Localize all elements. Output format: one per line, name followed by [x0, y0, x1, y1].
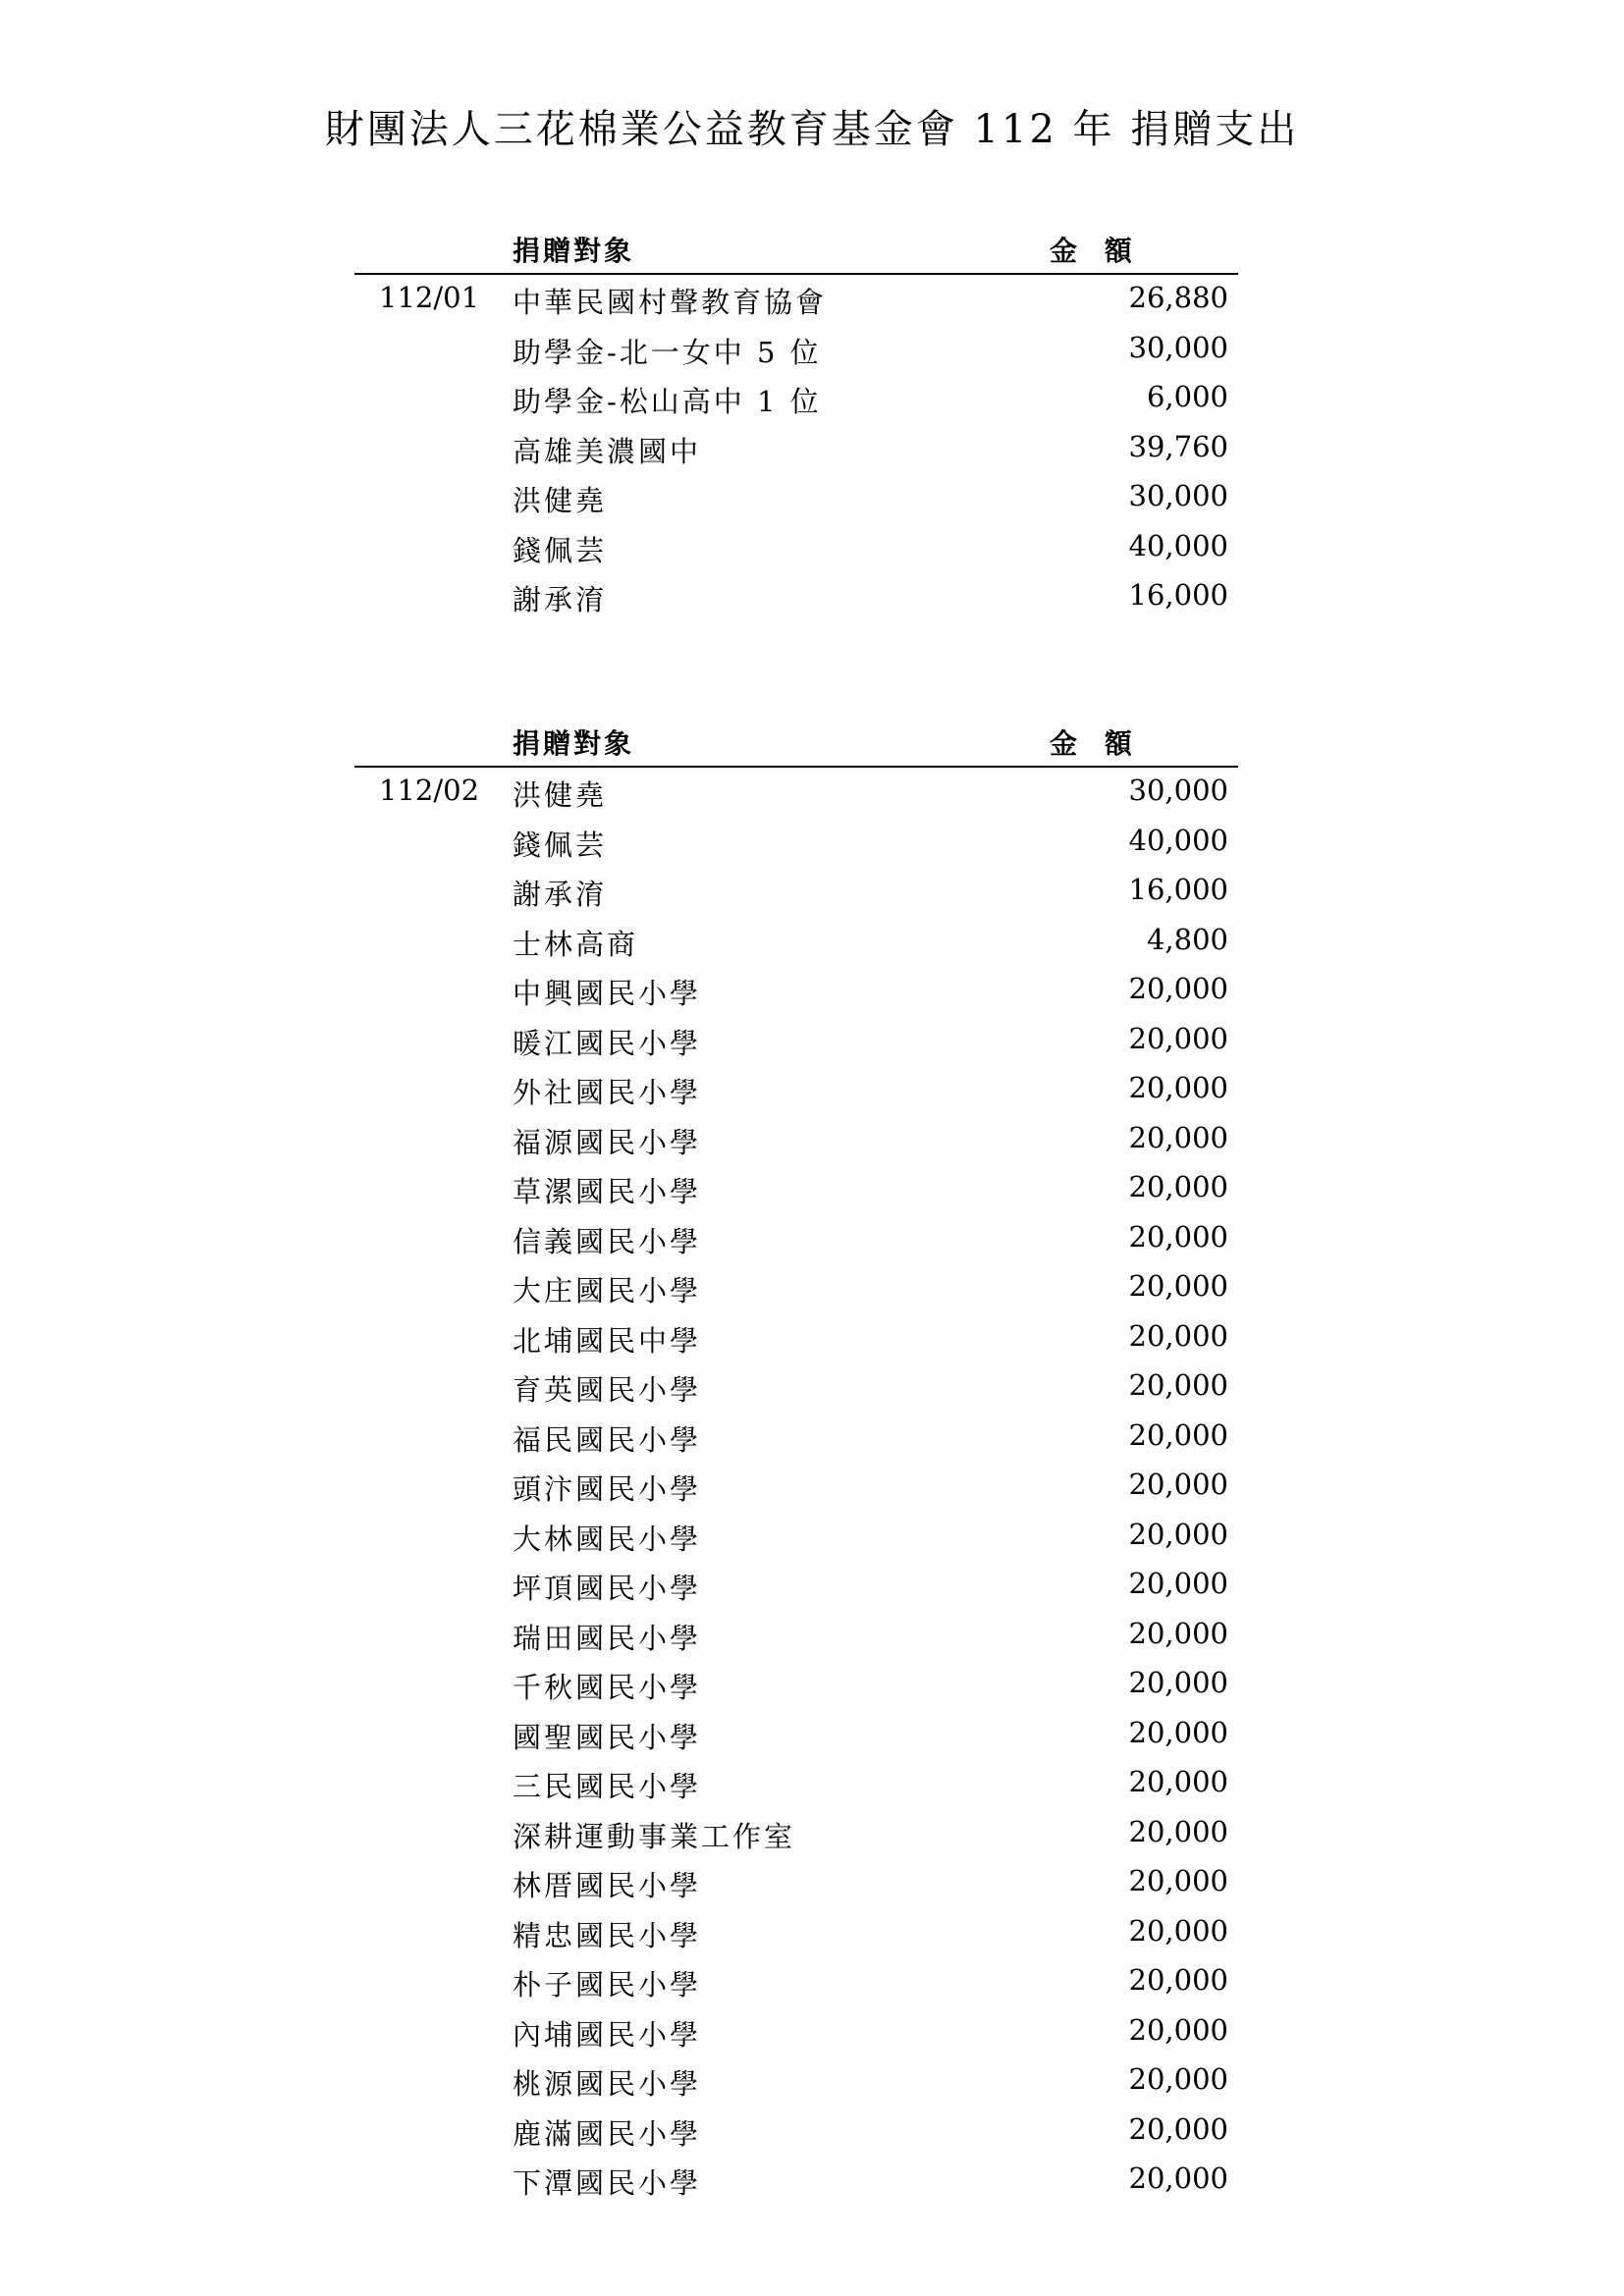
- table-row: [354, 818, 1238, 868]
- table-row: [354, 1561, 1238, 1611]
- section-header: [354, 721, 1238, 768]
- table-row: [354, 1512, 1238, 1562]
- table-row: [354, 1115, 1238, 1165]
- row-amount: 4,800: [1146, 922, 1228, 956]
- page-title: 財團法人三花棉業公益教育基金會 112 年 捐贈支出: [324, 107, 1300, 152]
- recipient-column-header: 捐贈對象: [513, 235, 635, 267]
- table-row: [354, 2007, 1238, 2057]
- row-recipient: 信義國民小學: [513, 1224, 702, 1258]
- row-amount: 20,000: [1128, 1021, 1228, 1055]
- row-amount: 20,000: [1128, 1715, 1228, 1749]
- row-recipient: 高雄美濃國中: [513, 434, 702, 468]
- row-recipient: 林厝國民小學: [513, 1869, 702, 1902]
- table-row: [354, 1710, 1238, 1760]
- row-recipient: 三民國民小學: [513, 1770, 702, 1803]
- row-recipient: 士林高商: [513, 927, 639, 961]
- row-recipient: 外社國民小學: [513, 1076, 702, 1109]
- table-row: [354, 2056, 1238, 2107]
- table-row: [354, 1413, 1238, 1463]
- table-row: [354, 2156, 1238, 2206]
- section-header: [354, 228, 1238, 275]
- row-recipient: 鹿滿國民小學: [513, 2116, 702, 2151]
- row-amount: 20,000: [1128, 1468, 1228, 1501]
- table-row: [354, 1016, 1238, 1066]
- row-amount: 20,000: [1128, 1913, 1228, 1948]
- row-recipient: 謝承淯: [513, 583, 608, 616]
- row-amount: 20,000: [1128, 1765, 1228, 1798]
- table-row: [354, 1214, 1238, 1264]
- table-row: [354, 917, 1238, 967]
- table-row: [354, 325, 1238, 375]
- table-row: [354, 867, 1238, 917]
- table-row: [354, 1462, 1238, 1512]
- row-amount: 20,000: [1128, 2062, 1228, 2096]
- row-amount: 16,000: [1128, 578, 1228, 612]
- table-row: [354, 1313, 1238, 1363]
- row-recipient: 助學金-松山高中 1 位: [513, 385, 822, 418]
- row-recipient: 育英國民小學: [513, 1373, 702, 1407]
- row-amount: 20,000: [1128, 972, 1228, 1005]
- row-amount: 20,000: [1128, 2162, 1228, 2195]
- row-recipient: 洪健堯: [513, 778, 608, 812]
- row-recipient: 錢佩芸: [513, 828, 608, 862]
- row-recipient: 北埔國民中學: [513, 1323, 702, 1358]
- row-amount: 39,760: [1128, 429, 1228, 463]
- table-row: [354, 966, 1238, 1016]
- table-row: [354, 1362, 1238, 1413]
- row-amount: 20,000: [1128, 1318, 1228, 1353]
- row-recipient: 大林國民小學: [513, 1522, 702, 1556]
- table-row: [354, 1660, 1238, 1710]
- row-amount: 40,000: [1128, 823, 1228, 857]
- table-row: [354, 424, 1238, 474]
- donation-list: [354, 768, 1238, 2206]
- row-amount: 20,000: [1128, 1814, 1228, 1848]
- table-row: [354, 1809, 1238, 1859]
- row-recipient: 暖江國民小學: [513, 1026, 702, 1060]
- row-amount: 16,000: [1128, 873, 1228, 906]
- row-amount: 20,000: [1128, 2111, 1228, 2146]
- row-amount: 40,000: [1128, 528, 1228, 562]
- table-row: [354, 473, 1238, 523]
- row-amount: 20,000: [1128, 1864, 1228, 1897]
- row-amount: 20,000: [1128, 1071, 1228, 1104]
- row-recipient: 瑞田國民小學: [513, 1621, 702, 1655]
- table-row: [354, 1908, 1238, 1958]
- table-row: [354, 1263, 1238, 1313]
- table-row: [354, 275, 1238, 325]
- row-recipient: 助學金-北一女中 5 位: [513, 335, 822, 369]
- table-row: [354, 1164, 1238, 1214]
- row-recipient: 福民國民小學: [513, 1422, 702, 1457]
- row-recipient: 洪健堯: [513, 484, 608, 517]
- row-recipient: 內埔國民小學: [513, 2017, 702, 2052]
- row-recipient: 頭汴國民小學: [513, 1472, 702, 1506]
- row-amount: 20,000: [1128, 1567, 1228, 1600]
- table-row: [354, 572, 1238, 622]
- table-row: [354, 523, 1238, 573]
- row-recipient: 深耕運動事業工作室: [513, 1819, 796, 1853]
- amount-column-header: 金 額: [1050, 235, 1132, 267]
- table-row: [354, 2107, 1238, 2157]
- row-date: 112/02: [379, 774, 480, 807]
- row-amount: 20,000: [1128, 1269, 1228, 1303]
- recipient-column-header: 捐贈對象: [513, 727, 635, 760]
- amount-column-header: 金 額: [1050, 727, 1132, 760]
- row-amount: 20,000: [1128, 1417, 1228, 1452]
- table-row: [354, 1957, 1238, 2007]
- row-recipient: 千秋國民小學: [513, 1671, 702, 1704]
- row-amount: 30,000: [1128, 479, 1228, 512]
- row-recipient: 精忠國民小學: [513, 1918, 702, 1952]
- row-recipient: 謝承淯: [513, 878, 608, 911]
- row-recipient: 朴子國民小學: [513, 1968, 702, 2002]
- row-recipient: 下潭國民小學: [513, 2166, 702, 2200]
- row-amount: 20,000: [1128, 1368, 1228, 1402]
- table-row: [354, 1759, 1238, 1809]
- donation-list: [354, 275, 1238, 622]
- row-recipient: 中華民國村聲教育協會: [513, 286, 828, 319]
- row-amount: 26,880: [1128, 281, 1228, 314]
- row-amount: 20,000: [1128, 2012, 1228, 2047]
- row-amount: 6,000: [1146, 380, 1228, 413]
- table-row: [354, 768, 1238, 818]
- table-row: [354, 1611, 1238, 1661]
- row-amount: 20,000: [1128, 1517, 1228, 1551]
- donation-section-112-02: [354, 721, 1238, 2206]
- row-amount: 20,000: [1128, 1120, 1228, 1154]
- table-row: [354, 1858, 1238, 1908]
- row-recipient: 大庄國民小學: [513, 1274, 702, 1308]
- row-recipient: 福源國民小學: [513, 1125, 702, 1159]
- row-amount: 20,000: [1128, 1963, 1228, 1997]
- row-recipient: 桃源國民小學: [513, 2067, 702, 2101]
- row-amount: 20,000: [1128, 1666, 1228, 1699]
- row-recipient: 錢佩芸: [513, 533, 608, 567]
- row-recipient: 坪頂國民小學: [513, 1572, 702, 1605]
- row-date: 112/01: [379, 281, 480, 314]
- row-recipient: 草漯國民小學: [513, 1175, 702, 1208]
- row-amount: 20,000: [1128, 1219, 1228, 1254]
- row-amount: 30,000: [1128, 774, 1228, 807]
- row-amount: 20,000: [1128, 1170, 1228, 1203]
- row-amount: 20,000: [1128, 1616, 1228, 1650]
- row-recipient: 中興國民小學: [513, 977, 702, 1010]
- donation-section-112-01: [354, 228, 1238, 622]
- row-amount: 30,000: [1128, 330, 1228, 364]
- table-row: [354, 374, 1238, 424]
- row-recipient: 國聖國民小學: [513, 1720, 702, 1754]
- table-row: [354, 1065, 1238, 1115]
